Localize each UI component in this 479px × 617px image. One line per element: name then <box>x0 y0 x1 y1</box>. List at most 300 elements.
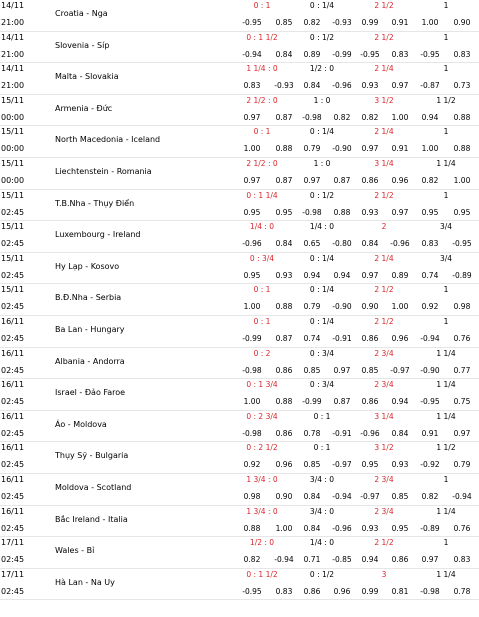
handicap-1h: 0 : 1/2 <box>309 190 335 200</box>
odds-value: 0.75 <box>453 397 471 407</box>
handicap-ft: 0 : 1 <box>253 1 271 10</box>
match-date: 16/11 <box>1 348 25 358</box>
odds-value: -0.95 <box>242 586 262 596</box>
over-under-1h: 1 1/4 <box>436 411 456 421</box>
odds-value: 0.97 <box>333 365 351 375</box>
handicap-ft: 1 1/4 : 0 <box>246 64 278 74</box>
odds-value: 0.97 <box>421 555 439 565</box>
odds-value: 0.84 <box>361 239 379 249</box>
odds-value: 0.85 <box>303 365 321 375</box>
over-under-ft: 2 1/2 <box>374 1 394 10</box>
match-teams[interactable]: Moldova - Scotland <box>55 482 132 492</box>
match-time: 00:00 <box>1 175 25 185</box>
odds-value: 0.86 <box>361 175 379 185</box>
over-under-ft: 2 1/4 <box>374 127 394 137</box>
match-teams[interactable]: Luxembourg - Ireland <box>55 230 141 240</box>
odds-value: -0.99 <box>302 397 322 407</box>
over-under-ft: 3 <box>381 569 387 579</box>
over-under-1h: 1 <box>443 32 449 42</box>
handicap-1h: 1/2 : 0 <box>309 64 335 74</box>
odds-value: 0.88 <box>333 207 351 217</box>
match-time: 02:45 <box>1 397 25 407</box>
odds-value: -0.94 <box>242 49 262 59</box>
odds-value: 0.89 <box>391 270 409 280</box>
odds-value: 0.79 <box>303 144 321 154</box>
over-under-ft: 2 1/4 <box>374 253 394 263</box>
odds-value: 0.83 <box>421 239 439 249</box>
odds-value: -0.98 <box>420 586 440 596</box>
odds-value: 0.98 <box>243 491 261 501</box>
odds-value: 0.82 <box>361 112 379 122</box>
match-time: 02:45 <box>1 555 25 565</box>
odds-value: 0.99 <box>361 586 379 596</box>
odds-value: -0.99 <box>332 49 352 59</box>
match-teams[interactable]: Liechtenstein - Romania <box>55 166 152 176</box>
odds-value: 0.94 <box>303 270 321 280</box>
odds-value: 1.00 <box>391 302 409 312</box>
odds-value: -0.95 <box>452 239 472 249</box>
match-row <box>0 442 479 474</box>
odds-value: -0.98 <box>302 207 322 217</box>
odds-value: 0.90 <box>361 302 379 312</box>
odds-value: -0.90 <box>332 144 352 154</box>
over-under-ft: 3 1/4 <box>374 411 394 421</box>
match-row <box>0 126 479 158</box>
match-row <box>0 158 479 190</box>
match-teams[interactable]: Hà Lan - Na Uy <box>55 577 115 587</box>
odds-value: -0.90 <box>332 302 352 312</box>
over-under-1h: 1 <box>443 127 449 137</box>
match-date: 17/11 <box>1 569 25 579</box>
odds-value: 0.83 <box>243 81 261 91</box>
odds-value: 1.00 <box>275 523 293 533</box>
handicap-1h: 0 : 1/4 <box>309 1 335 10</box>
odds-value: -0.94 <box>452 491 472 501</box>
odds-value: 0.93 <box>361 207 379 217</box>
odds-value: -0.93 <box>332 18 352 27</box>
match-teams[interactable]: Hy Lạp - Kosovo <box>55 261 120 271</box>
odds-value: 1.00 <box>243 397 261 407</box>
match-date: 14/11 <box>1 32 25 42</box>
match-row <box>0 316 479 348</box>
match-date: 15/11 <box>1 285 25 295</box>
odds-value: 0.97 <box>243 175 261 185</box>
odds-value: 0.83 <box>453 49 471 59</box>
match-date: 15/11 <box>1 127 25 137</box>
odds-value: -0.99 <box>242 333 262 343</box>
match-teams[interactable]: T.B.Nha - Thụy Điển <box>55 198 135 208</box>
odds-value: 0.95 <box>243 270 261 280</box>
match-time: 02:45 <box>1 460 25 470</box>
odds-value: -0.89 <box>420 523 440 533</box>
odds-value: 1.00 <box>391 112 409 122</box>
match-teams[interactable]: Malta - Slovakia <box>55 72 119 82</box>
odds-value: -0.91 <box>332 428 352 438</box>
odds-value: 0.94 <box>421 112 439 122</box>
odds-value: 0.78 <box>453 586 471 596</box>
handicap-ft: 1/2 : 0 <box>249 538 275 548</box>
handicap-1h: 0 : 1 <box>313 411 331 421</box>
odds-value: -0.98 <box>242 428 262 438</box>
match-row <box>0 95 479 127</box>
match-date: 15/11 <box>1 253 25 263</box>
odds-value: 0.88 <box>453 112 471 122</box>
match-date: 14/11 <box>1 64 25 74</box>
match-time: 02:45 <box>1 428 25 438</box>
odds-value: -0.94 <box>332 491 352 501</box>
odds-value: 0.88 <box>275 302 293 312</box>
match-time: 02:45 <box>1 365 25 375</box>
match-date: 16/11 <box>1 506 25 516</box>
odds-value: 0.85 <box>303 460 321 470</box>
match-time: 00:00 <box>1 112 25 122</box>
match-teams[interactable]: Slovenia - Síp <box>55 40 110 50</box>
handicap-ft: 0 : 3/4 <box>249 253 275 263</box>
odds-value: 0.97 <box>361 144 379 154</box>
odds-value: -0.94 <box>420 333 440 343</box>
odds-value: -0.96 <box>242 239 262 249</box>
match-time: 02:45 <box>1 302 25 312</box>
odds-value: 0.78 <box>303 428 321 438</box>
odds-value: -0.96 <box>332 81 352 91</box>
odds-value: 0.84 <box>391 428 409 438</box>
odds-value: 1.00 <box>421 144 439 154</box>
handicap-1h: 0 : 1/4 <box>309 285 335 295</box>
match-time: 21:00 <box>1 81 25 91</box>
handicap-1h: 0 : 1/2 <box>309 569 335 579</box>
odds-value: 0.91 <box>391 18 409 27</box>
odds-value: -0.93 <box>274 81 294 91</box>
odds-value: 0.91 <box>391 144 409 154</box>
odds-value: 0.74 <box>303 333 321 343</box>
odds-value: 0.82 <box>421 175 439 185</box>
odds-value: 0.96 <box>275 460 293 470</box>
match-teams[interactable]: Áo - Moldova <box>55 419 107 429</box>
odds-value: 0.65 <box>303 239 321 249</box>
over-under-ft: 2 1/2 <box>374 285 394 295</box>
handicap-ft: 0 : 1 1/2 <box>246 569 278 579</box>
odds-value: 0.82 <box>333 112 351 122</box>
handicap-ft: 2 1/2 : 0 <box>246 158 278 168</box>
odds-value: 0.97 <box>453 428 471 438</box>
over-under-1h: 1 <box>443 64 449 74</box>
match-time: 02:45 <box>1 586 25 596</box>
over-under-1h: 1 <box>443 316 449 326</box>
handicap-ft: 0 : 1 <box>253 285 271 295</box>
odds-value: 0.86 <box>391 555 409 565</box>
odds-value: 0.88 <box>275 397 293 407</box>
odds-value: 0.99 <box>361 18 379 27</box>
match-row <box>0 569 479 601</box>
odds-value: -0.95 <box>420 49 440 59</box>
over-under-ft: 2 <box>381 222 387 232</box>
odds-value: 0.87 <box>275 333 293 343</box>
odds-value: -0.80 <box>332 239 352 249</box>
match-teams[interactable]: B.Đ.Nha - Serbia <box>55 293 122 303</box>
odds-value: 0.86 <box>361 397 379 407</box>
odds-value: 0.96 <box>391 333 409 343</box>
handicap-ft: 0 : 1 1/4 <box>246 190 278 200</box>
odds-value: -0.98 <box>242 365 262 375</box>
over-under-ft: 2 1/2 <box>374 538 394 548</box>
odds-value: 1.00 <box>243 144 261 154</box>
match-row <box>0 253 479 285</box>
over-under-1h: 1 1/4 <box>436 158 456 168</box>
odds-value: 0.95 <box>421 207 439 217</box>
odds-value: 0.81 <box>391 586 409 596</box>
handicap-ft: 0 : 2 3/4 <box>246 411 278 421</box>
over-under-1h: 1 <box>443 285 449 295</box>
odds-value: -0.97 <box>360 491 380 501</box>
match-time: 02:45 <box>1 270 25 280</box>
over-under-ft: 2 1/2 <box>374 316 394 326</box>
over-under-1h: 1 1/2 <box>436 95 456 105</box>
odds-value: 0.84 <box>303 523 321 533</box>
odds-value: -0.85 <box>332 555 352 565</box>
handicap-ft: 0 : 2 1/2 <box>246 443 278 453</box>
odds-value: 0.82 <box>303 18 321 27</box>
handicap-ft: 0 : 1 1/2 <box>246 32 278 42</box>
match-time: 02:45 <box>1 333 25 343</box>
handicap-ft: 0 : 1 3/4 <box>246 380 278 390</box>
handicap-ft: 1/4 : 0 <box>249 222 275 232</box>
odds-value: 0.82 <box>243 555 261 565</box>
odds-value: 0.82 <box>421 491 439 501</box>
odds-value: 0.97 <box>303 175 321 185</box>
odds-value: 0.73 <box>453 81 471 91</box>
odds-value: 0.96 <box>333 586 351 596</box>
match-time: 00:00 <box>1 144 25 154</box>
match-teams[interactable]: Croatia - Nga <box>55 9 108 18</box>
handicap-1h: 1 : 0 <box>313 158 331 168</box>
odds-value: -0.96 <box>390 239 410 249</box>
odds-value: 0.87 <box>275 175 293 185</box>
handicap-1h: 0 : 1/4 <box>309 316 335 326</box>
odds-value: 0.84 <box>275 49 293 59</box>
match-date: 15/11 <box>1 95 25 105</box>
odds-value: 0.88 <box>453 144 471 154</box>
match-row <box>0 63 479 95</box>
odds-value: 0.83 <box>391 49 409 59</box>
handicap-1h: 1 : 0 <box>313 95 331 105</box>
match-row <box>0 506 479 538</box>
match-date: 16/11 <box>1 316 25 326</box>
odds-value: -0.95 <box>242 18 262 27</box>
match-date: 16/11 <box>1 411 25 421</box>
odds-value: -0.95 <box>360 49 380 59</box>
over-under-ft: 3 1/4 <box>374 158 394 168</box>
over-under-ft: 3 1/2 <box>374 443 394 453</box>
odds-value: 0.84 <box>275 239 293 249</box>
handicap-ft: 0 : 1 <box>253 316 271 326</box>
odds-value: 0.95 <box>453 207 471 217</box>
odds-value: 0.93 <box>275 270 293 280</box>
odds-value: 0.88 <box>275 144 293 154</box>
odds-value: 0.85 <box>361 365 379 375</box>
odds-value: -0.89 <box>452 270 472 280</box>
odds-value: 0.84 <box>303 491 321 501</box>
odds-value: 0.76 <box>453 333 471 343</box>
over-under-ft: 2 1/4 <box>374 64 394 74</box>
odds-value: 0.85 <box>275 18 293 27</box>
match-teams[interactable]: Albania - Andorra <box>55 356 125 366</box>
over-under-1h: 3/4 <box>439 253 453 263</box>
match-teams[interactable]: Ba Lan - Hungary <box>55 324 125 334</box>
odds-value: 0.83 <box>275 586 293 596</box>
match-teams[interactable]: Armenia - Đức <box>55 103 113 113</box>
over-under-ft: 2 3/4 <box>374 506 394 516</box>
odds-value: 0.71 <box>303 555 321 565</box>
handicap-1h: 0 : 1 <box>313 443 331 453</box>
odds-value: -0.97 <box>390 365 410 375</box>
odds-value: 0.92 <box>243 460 261 470</box>
over-under-ft: 2 3/4 <box>374 348 394 358</box>
odds-value: 0.86 <box>303 586 321 596</box>
odds-value: 0.97 <box>243 112 261 122</box>
match-date: 17/11 <box>1 538 25 548</box>
handicap-1h: 3/4 : 0 <box>309 474 335 484</box>
match-date: 14/11 <box>1 1 25 10</box>
odds-value: -0.96 <box>332 523 352 533</box>
match-date: 16/11 <box>1 380 25 390</box>
match-teams[interactable]: Bắc Ireland - Italia <box>55 514 128 524</box>
odds-value: -0.98 <box>302 112 322 122</box>
odds-value: 0.90 <box>453 18 471 27</box>
odds-value: 0.88 <box>243 523 261 533</box>
over-under-1h: 1 1/4 <box>436 348 456 358</box>
handicap-1h: 1/4 : 0 <box>309 222 335 232</box>
odds-value: 0.97 <box>391 81 409 91</box>
odds-value: 0.77 <box>453 365 471 375</box>
odds-value: 0.91 <box>421 428 439 438</box>
match-date: 16/11 <box>1 474 25 484</box>
match-row <box>0 411 479 443</box>
handicap-1h: 0 : 1/4 <box>309 253 335 263</box>
match-time: 02:45 <box>1 239 25 249</box>
odds-value: 1.00 <box>243 302 261 312</box>
odds-value: 0.95 <box>275 207 293 217</box>
odds-value: -0.94 <box>274 555 294 565</box>
match-time: 02:45 <box>1 491 25 501</box>
match-row <box>0 348 479 380</box>
over-under-ft: 3 1/2 <box>374 95 394 105</box>
odds-value: 1.00 <box>421 18 439 27</box>
odds-value: 0.95 <box>391 523 409 533</box>
odds-value: 0.79 <box>303 302 321 312</box>
match-row <box>0 190 479 222</box>
odds-value: 0.76 <box>453 523 471 533</box>
match-time: 02:45 <box>1 207 25 217</box>
handicap-1h: 1/4 : 0 <box>309 538 335 548</box>
handicap-ft: 0 : 2 <box>253 348 271 358</box>
over-under-1h: 3/4 <box>439 222 453 232</box>
odds-value: 0.94 <box>361 555 379 565</box>
match-date: 15/11 <box>1 190 25 200</box>
odds-value: 0.87 <box>333 175 351 185</box>
match-teams[interactable]: Wales - Bỉ <box>55 546 95 556</box>
odds-value: 0.90 <box>275 491 293 501</box>
over-under-ft: 2 1/2 <box>374 32 394 42</box>
match-row <box>0 0 479 32</box>
odds-value: 0.98 <box>453 302 471 312</box>
match-time: 21:00 <box>1 18 25 27</box>
odds-value: -0.87 <box>420 81 440 91</box>
odds-value: 0.84 <box>303 81 321 91</box>
match-teams[interactable]: North Macedonia - Iceland <box>55 135 161 145</box>
match-teams[interactable]: Thụy Sỹ - Bulgaria <box>55 451 129 461</box>
odds-value: 0.86 <box>361 333 379 343</box>
over-under-1h: 1 1/4 <box>436 380 456 390</box>
odds-value: 0.93 <box>361 81 379 91</box>
odds-value: 0.97 <box>391 207 409 217</box>
odds-value: 0.89 <box>303 49 321 59</box>
odds-value: 1.00 <box>453 175 471 185</box>
handicap-1h: 0 : 3/4 <box>309 380 335 390</box>
odds-value: 0.94 <box>391 397 409 407</box>
match-row <box>0 221 479 253</box>
odds-value: 0.87 <box>275 112 293 122</box>
handicap-ft: 2 1/2 : 0 <box>246 95 278 105</box>
odds-value: 0.74 <box>421 270 439 280</box>
over-under-1h: 1 <box>443 190 449 200</box>
match-row <box>0 474 479 506</box>
odds-value: -0.97 <box>332 460 352 470</box>
over-under-ft: 2 1/2 <box>374 190 394 200</box>
handicap-1h: 0 : 1/2 <box>309 32 335 42</box>
over-under-1h: 1 <box>443 1 449 10</box>
odds-value: 0.95 <box>361 460 379 470</box>
match-row <box>0 32 479 64</box>
odds-value: 0.94 <box>333 270 351 280</box>
odds-value: 0.96 <box>391 175 409 185</box>
over-under-ft: 2 3/4 <box>374 474 394 484</box>
match-row <box>0 284 479 316</box>
odds-value: 0.93 <box>391 460 409 470</box>
odds-value: -0.91 <box>332 333 352 343</box>
odds-value: -0.95 <box>420 397 440 407</box>
odds-value: 0.93 <box>361 523 379 533</box>
handicap-ft: 0 : 1 <box>253 127 271 137</box>
odds-value: 0.86 <box>275 365 293 375</box>
handicap-1h: 3/4 : 0 <box>309 506 335 516</box>
odds-value: 0.79 <box>453 460 471 470</box>
handicap-ft: 1 3/4 : 0 <box>246 506 278 516</box>
odds-value: 0.86 <box>275 428 293 438</box>
match-time: 21:00 <box>1 49 25 59</box>
odds-value: 0.97 <box>361 270 379 280</box>
over-under-1h: 1 1/4 <box>436 506 456 516</box>
over-under-ft: 2 3/4 <box>374 380 394 390</box>
match-row <box>0 537 479 569</box>
match-date: 15/11 <box>1 222 25 232</box>
odds-value: 0.92 <box>421 302 439 312</box>
over-under-1h: 1 <box>443 474 449 484</box>
odds-value: -0.96 <box>360 428 380 438</box>
odds-value: -0.90 <box>420 365 440 375</box>
match-time: 02:45 <box>1 523 25 533</box>
odds-value: 0.95 <box>243 207 261 217</box>
over-under-1h: 1 1/4 <box>436 569 456 579</box>
match-teams[interactable]: Israel - Đảo Faroe <box>55 388 126 398</box>
handicap-ft: 1 3/4 : 0 <box>246 474 278 484</box>
odds-value: 0.87 <box>333 397 351 407</box>
handicap-1h: 0 : 3/4 <box>309 348 335 358</box>
odds-value: -0.92 <box>420 460 440 470</box>
handicap-1h: 0 : 1/4 <box>309 127 335 137</box>
over-under-1h: 1 <box>443 538 449 548</box>
odds-value: 0.83 <box>453 555 471 565</box>
match-row <box>0 379 479 411</box>
